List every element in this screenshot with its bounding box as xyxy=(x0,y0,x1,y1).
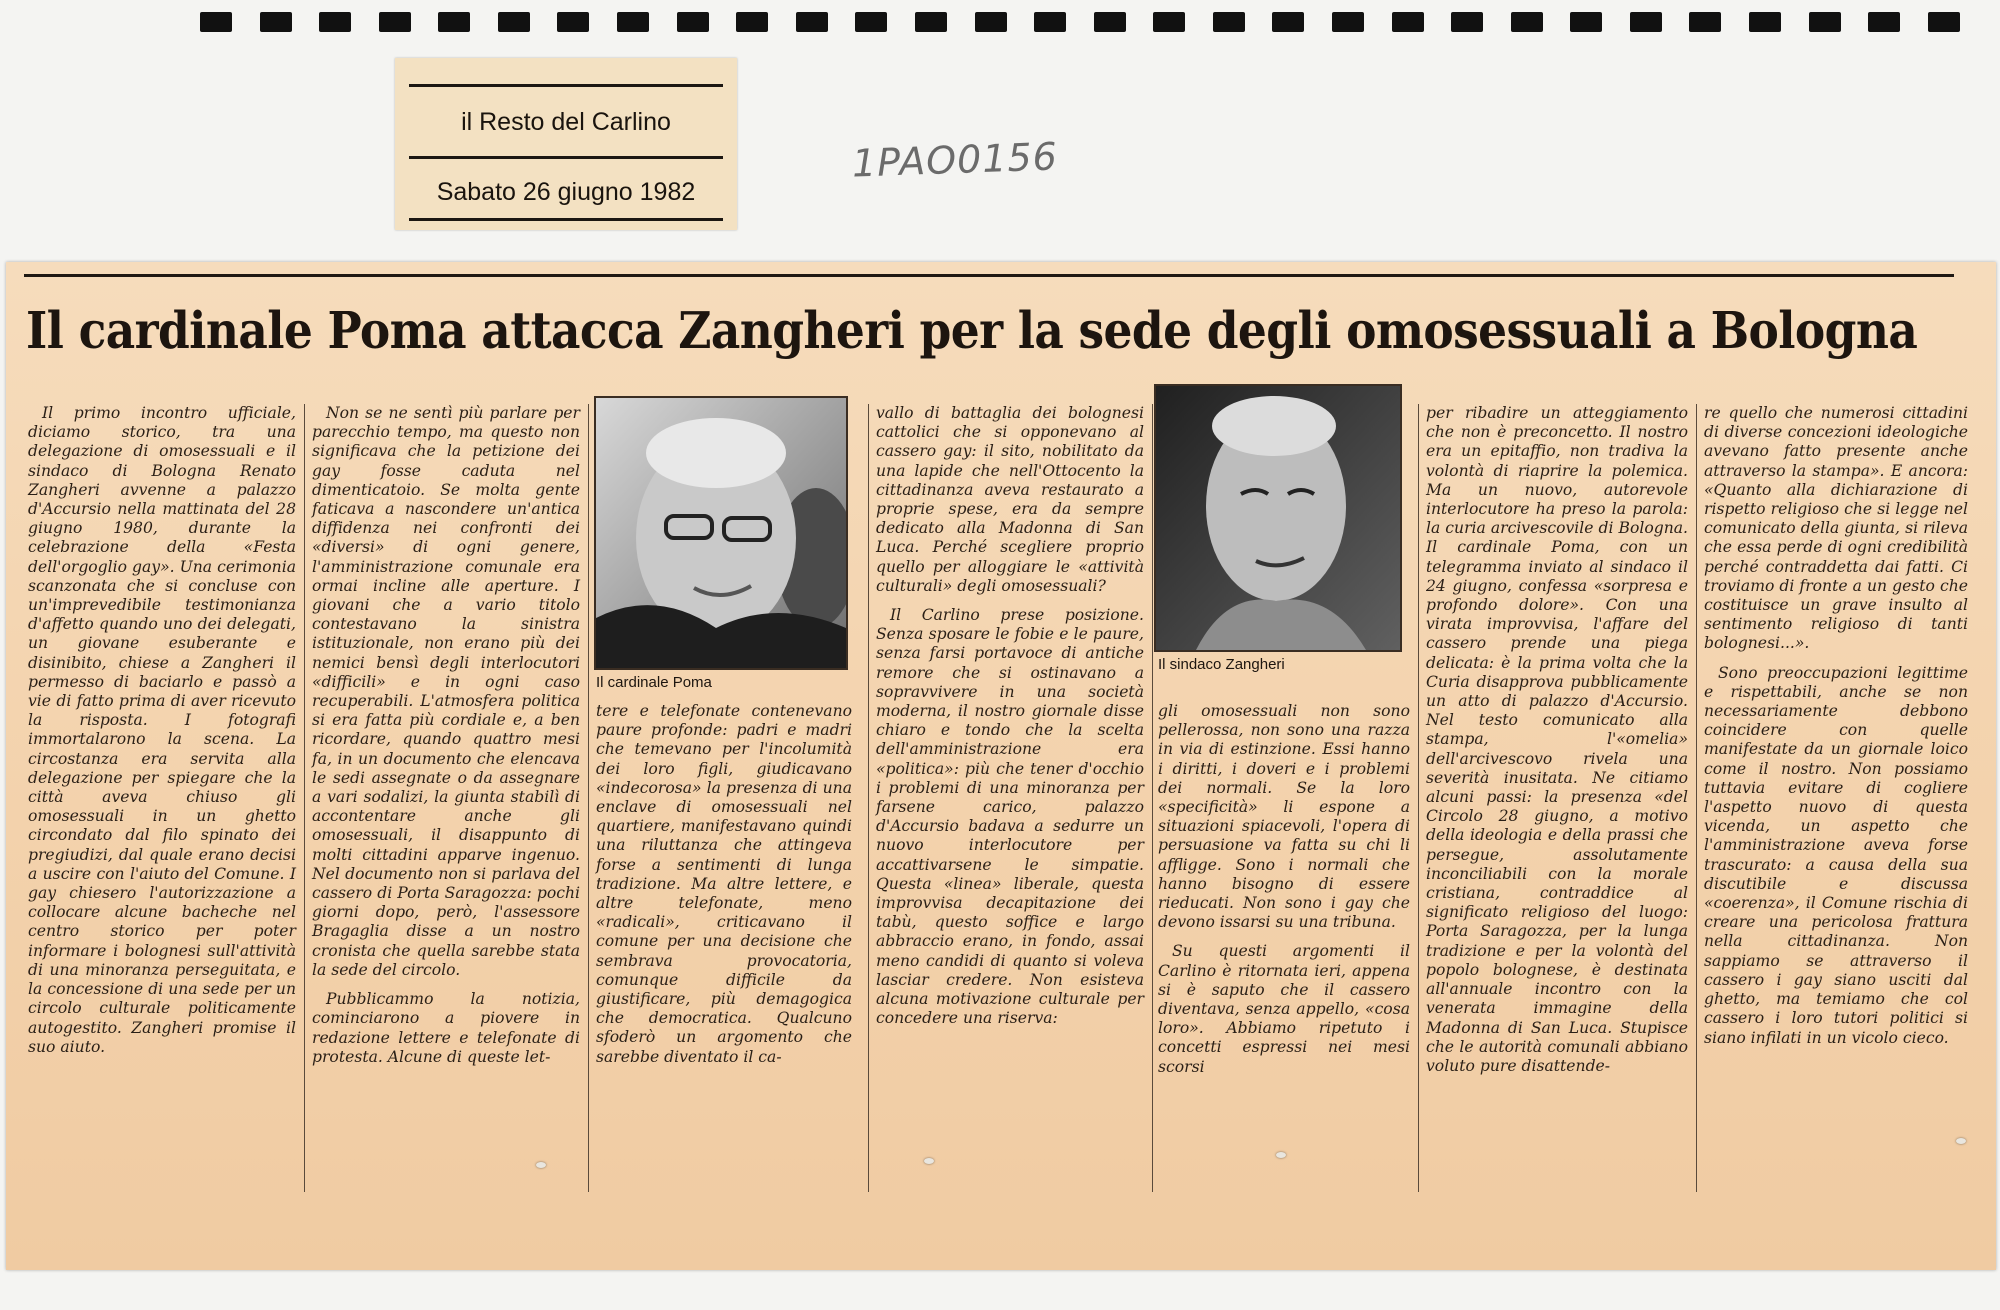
cardinal-portrait-image xyxy=(596,398,846,668)
photo-caption-mayor: Il sindaco Zangheri xyxy=(1158,656,1285,673)
photo-caption-cardinal: Il cardinale Poma xyxy=(596,674,712,691)
paragraph: Pubblicammo la notizia, cominciarono a piovere in redazione lettere e telefonate di protesta. Alcune di queste let- xyxy=(312,990,580,1066)
article-column-4 xyxy=(876,404,1144,1029)
masthead-clipping xyxy=(395,58,737,230)
paragraph: gli omosessuali non sono pellerossa, non sono una razza in via di estinzione. Essi hanno i diritti, i doveri e i problemi dei normali. Se la loro «specificità» li espone a situazioni spiacevoli, l'opera di persuasione va fatta su chi li affligge. Sono i normali che hanno bisogno di essere rieducati. Non sono i gay che devono issarsi su una tribuna. xyxy=(1158,702,1410,932)
paragraph: Su questi argomenti il Carlino è ritornata ieri, appena si è saputo che il cassero diventava, senza appello, «cosa loro». Abbiamo ripetuto i concetti espressi nei mesi scorsi xyxy=(1158,942,1410,1076)
paragraph: Sono preoccupazioni legittime e rispettabili, anche se non necessariamente debbono coincidere con quelle manifestate da un giornale loico come il nostro. Non possiamo tuttavia evitare di cogliere l'aspetto nuovo di questa vicenda, un aspetto che l'amministrazione aveva forse trascurato: a causa della sua discutibile e discussa «coerenza», il Comune rischia di creare una pericolosa frattura nella cittadinanza. Non sappiamo se attraverso il cassero i gay siano usciti dal ghetto, ma temiamo che col cassero i loro tutori politici si siano infilati in un vicolo cieco. xyxy=(1704,663,1968,1047)
article-column-5 xyxy=(1158,702,1410,1077)
article-column-2 xyxy=(312,404,580,1067)
pin-mark xyxy=(1956,1138,1966,1144)
article-clipping xyxy=(6,262,1996,1270)
handwritten-archive-code: 1PAO0156 xyxy=(851,134,1059,186)
paragraph: Non se ne sentì più parlare per parecchio tempo, ma questo non significava che la petizione dei gay fosse caduta nel dimenticatoio. Se molta gente faticava a nascondere un'antica diffidenza nei confronti dei «diversi» di ogni genere, l'amministrazione comunale era ormai incline alle aperture. I giovani che a vario titolo contestavano la sinistra istituzionale, non erano più dei nemici bensì degli interlocutori «difficili» e in ogni caso recuperabili. L'atmosfera politica si era fatta più cordiale e, a ben ricordare, quando quattro mesi fa, in un documento che elencava le sedi assegnate o da assegnare a vari sodalizi, la giunta stabilì di accontentare anche gli omosessuali, il disappunto di molti cittadini apparve ingenuo. Nel documento non si parlava del cassero di Porta Saragozza: pochi giorni dopo, però, l'assessore Bragaglia disse a un nostro cronista che quella sarebbe stata la sede del circolo. xyxy=(312,404,580,979)
paragraph: Il Carlino prese posizione. Senza sposare le fobie e le paure, senza farsi portavoce di antiche remore che si ostinavano a sopravvivere in una società moderna, il nostro giornale disse chiaro e tondo che la scelta dell'amministrazione era «politica»: più che tener d'occhio i problemi di una minoranza per farsene carico, palazzo d'Accursio badava a sedurre un nuovo interlocutore per accattivarsene le simpatie. Questa «linea» liberale, questa improvvisa decapitazione dei tabù, questo soffice e largo abbraccio erano, in fondo, assai meno candidi di quanto si voleva lasciar credere. Non esisteva alcuna motivazione culturale per concedere una riserva: xyxy=(876,606,1144,1028)
article-column-6 xyxy=(1426,404,1688,1076)
paragraph: per ribadire un atteggiamento che non è preconcetto. Il nostro era un epitaffio, non tradiva la volontà di riaprire la polemica. Ma un nuovo, autorevole interlocutore ha preso la parola: la curia arcivescovile di Bologna. Il cardinale Poma, con un telegramma inviato al sindaco il 24 giugno, confessa «sorpresa e profondo dolore». Con una virata improvvisa, l'affare del cassero prende una piega delicata: è la prima volta che la Curia disapprova pubblicamente un atto di palazzo d'Accursio. Nel testo comunicato alla stampa, l'«omelia» dell'arcivescovo rivela una severità inusitata. Ne citiamo alcuni passi: la presenza «del Circolo 28 giugno, a motivo della ideologia e della prassi che persegue, assolutamente inconciliabili con la morale cristiana, contraddice al significato religioso del luogo: Porta Saragozza, per la lunga tradizione e per la volontà del popolo bolognese, è destinata all'annuale incontro con la venerata immagine della Madonna di San Luca. Stupisce che le autorità comunali abbiano voluto pure disattende- xyxy=(1426,404,1688,1075)
article-column-1 xyxy=(28,404,296,1057)
pin-mark xyxy=(1276,1152,1286,1158)
publication-date: Sabato 26 giugno 1982 xyxy=(436,178,696,206)
article-column-3 xyxy=(596,702,852,1067)
pin-mark xyxy=(536,1162,546,1168)
article-column-7 xyxy=(1704,404,1968,1048)
binder-holes xyxy=(200,12,1960,32)
pin-mark xyxy=(924,1158,934,1164)
paragraph: Il primo incontro ufficiale, diciamo storico, tra una delegazione di omosessuali e il sindaco di Bologna Renato Zangheri avvenne a palazzo d'Accursio nella mattinata del 28 giugno 1980, durante la celebrazione della «Festa dell'orgoglio gay». Una cerimonia scanzonata che si concluse con un'imprevedibile testimonianza d'affetto quando uno dei delegati, un giovane esuberante e disinibito, chiese a Zangheri il permesso di baciarlo e passò a vie di fatto prima di aver ricevuto la risposta. I fotografi immortalarono la scena. La circostanza era servita alla delegazione per spiegare che la città aveva chiuso gli omosessuali in un ghetto circondato dal filo spinato dei pregiudizi, dal quale erano decisi a uscire con l'aiuto del Comune. I gay chiesero l'autorizzazione a collocare alcune bacheche nel centro storico per poter informare i bolognesi sull'attività di una minoranza perseguitata, e la concessione di una sede per un circolo culturale politicamente autogestito. Zangheri promise il suo aiuto. xyxy=(28,404,296,1056)
paragraph: vallo di battaglia dei bolognesi cattolici che si opponevano al cassero gay: il sito, nobilitato da una lapide che nell'Ottocento la cittadinanza aveva restaurato a proprie spese, era da sempre dedicato alla Madonna di San Luca. Perché scegliere proprio quello per alloggiare le «attività culturali» degli omosessuali? xyxy=(876,404,1144,595)
paragraph: tere e telefonate contenevano paure profonde: padri e madri che temevano per l'incolumità dei loro figli, giudicavano «indecorosa» la presenza di una enclave di omosessuali nel quartiere, manifestavano quindi una riluttanza che attingeva forse a sentimenti di lunga tradizione. Ma altre lettere, e altre telefonate, meno «radicali», criticavano il comune per una decisione che sembrava provocatoria, comunque difficile da giustificare, più demagogica che democratica. Qualcuno sfoderò un argomento che sarebbe diventato il ca- xyxy=(596,702,852,1066)
paragraph: re quello che numerosi cittadini di diverse concezioni ideologiche avevano fatto presente anche attraverso la stampa». E ancora: «Quanto alla dichiarazione di rispetto religioso che si legge nel comunicato della giunta, si rileva che essa perde di ogni credibilità perché contraddetta dai fatti. Ci troviamo di fronte a un gesto che costituisce un grave insulto al sentimento religioso di tanti bolognesi...». xyxy=(1704,404,1968,653)
mayor-portrait-image xyxy=(1156,386,1400,650)
newspaper-name: il Resto del Carlino xyxy=(461,108,671,136)
photo-mayor-zangheri xyxy=(1154,384,1402,652)
photo-cardinal-poma xyxy=(594,396,848,670)
article-headline: Il cardinale Poma attacca Zangheri per la sede degli omosessuali a Bologna xyxy=(26,300,1918,361)
